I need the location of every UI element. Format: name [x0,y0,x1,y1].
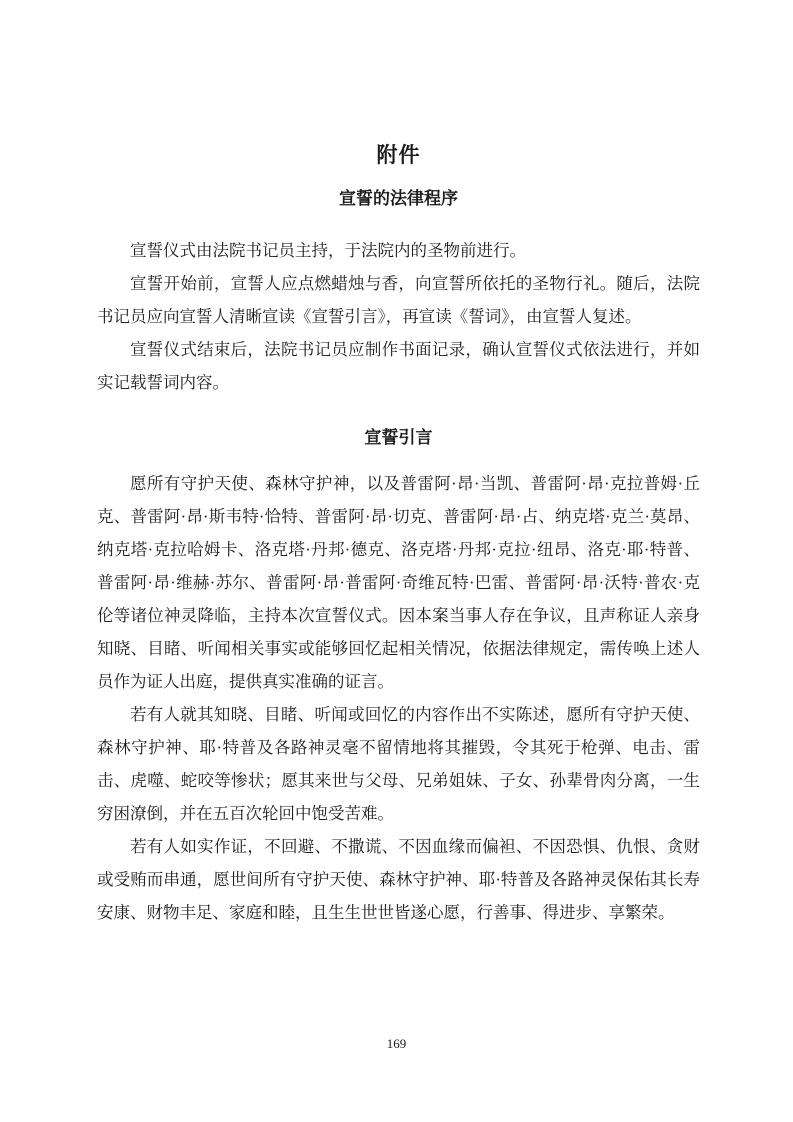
paragraph-after-oath: 宣誓仪式结束后，法院书记员应制作书面记录，确认宣誓仪式依法进行，并如实记载誓词内容。 [97,340,700,392]
section-heading-legal-procedure: 宣誓的法律程序 [339,189,458,208]
paragraph-curse-for-false-testimony: 若有人就其知晓、目睹、听闻或回忆的内容作出不实陈述，愿所有守护天使、森林守护神、耶·特普及各路神灵毫不留情地将其摧毁，令其死于枪弹、电击、雷击、虎噬、蛇咬等惨状；愿其来世与父母、兄弟姐妹、子女、孙辈骨肉分离，一生穷困潦倒，并在五百次轮回中饱受苦难。 [97,705,700,823]
paragraph-before-oath: 宣誓开始前，宣誓人应点燃蜡烛与香，向宣誓所依托的圣物行礼。随后，法院书记员应向宣誓人清晰宣读《宣誓引言》，再宣读《誓词》，由宣誓人复述。 [97,274,700,326]
section-heading-oath-introduction: 宣誓引言 [364,428,433,447]
paragraph-oath-ceremony: 宣誓仪式由法院书记员主持，于法院内的圣物前进行。 [130,241,526,260]
page-number: 169 [386,1036,407,1051]
oath-section [97,467,700,929]
document-title: 附件 [376,143,421,167]
paragraph-blessing-for-true-testimony: 若有人如实作证，不回避、不撒谎、不因血缘而偏袒、不因恐惧、仇恨、贪财或受贿而串通，愿世间所有守护天使、森林守护神、耶·特普及各路神灵保佑其长寿安康、财物丰足、家庭和睦，且生生世世皆遂心愿，行善事、得进步、享繁荣。 [97,837,700,922]
intro-section [97,234,700,399]
paragraph-invocation-of-deities: 愿所有守护天使、森林守护神，以及普雷阿·昂·当凯、普雷阿·昂·克拉普姆·丘克、普雷阿·昂·斯韦特·恰特、普雷阿·昂·切克、普雷阿·昂·占、纳克塔·克兰·莫昂、纳克塔·克拉哈姆卡、洛克塔·丹邦·德克、洛克塔·丹邦·克拉·纽昂、洛克·耶·特普、普雷阿·昂·维赫·苏尔、普雷阿·昂·普雷阿·奇维瓦特·巴雷、普雷阿·昂·沃特·普农·克伦等诸位神灵降临，主持本次宣誓仪式。因本案当事人存在争议，且声称证人亲身知晓、目睹、听闻相关事实或能够回忆起相关情况，依据法律规定，需传唤上述人员作为证人出庭，提供真实准确的证言。 [97,474,700,691]
